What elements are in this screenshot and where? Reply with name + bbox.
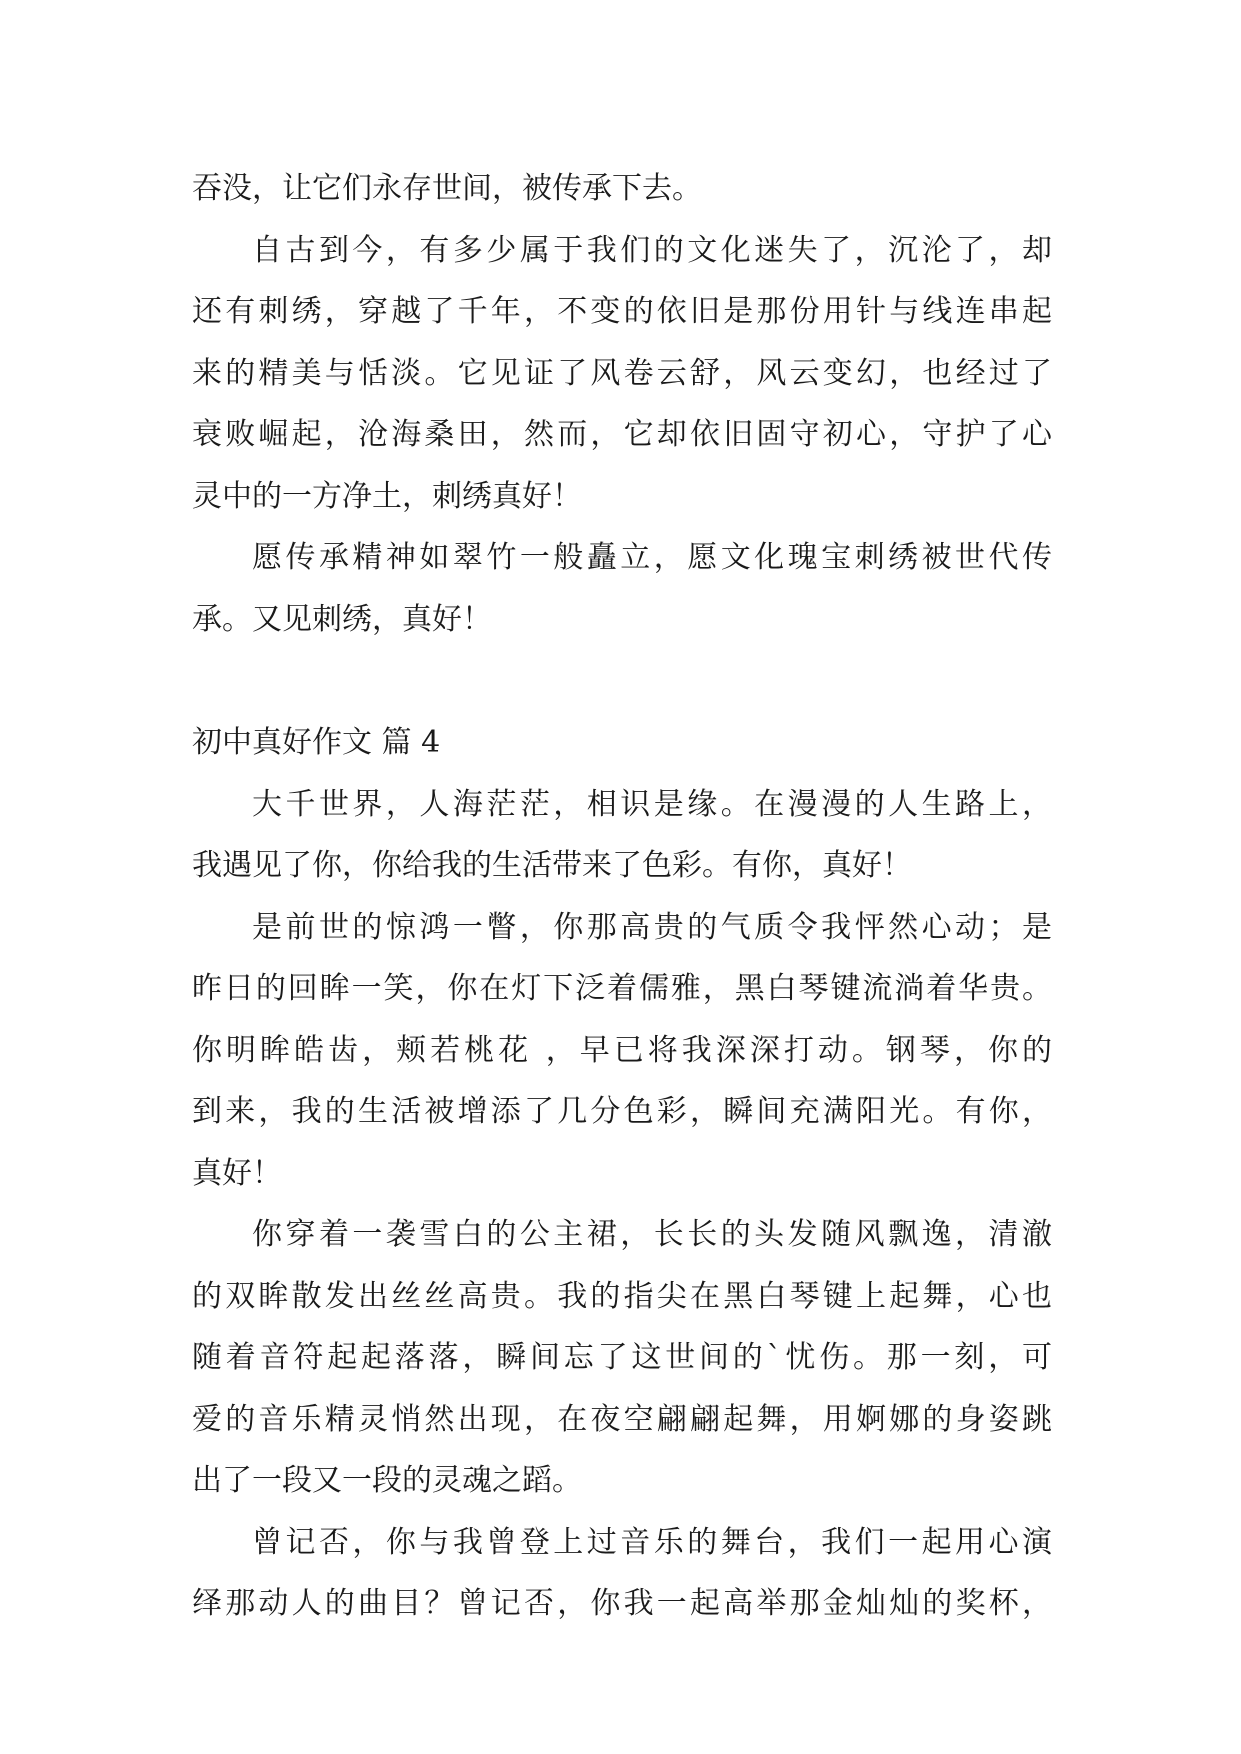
paragraph-line: 大千世界，人海茫茫，相识是缘。在漫漫的人生路上，: [252, 786, 1052, 822]
paragraph-line: 自古到今，有多少属于我们的文化迷失了，沉沦了，却: [252, 232, 1052, 268]
paragraph-line: 的双眸散发出丝丝高贵。我的指尖在黑白琴键上起舞，心也: [192, 1278, 1052, 1314]
paragraph-line: 愿传承精神如翠竹一般矗立，愿文化瑰宝刺绣被世代传: [252, 540, 1052, 575]
paragraph-line: 你穿着一袭雪白的公主裙，长长的头发随风飘逸，清澈: [252, 1217, 1052, 1252]
paragraph-line: 还有刺绣，穿越了千年，不变的依旧是那份用针与线连串起: [192, 294, 1052, 329]
paragraph-line: 承。又见刺绣，真好！: [192, 601, 492, 637]
paragraph-line: 绎那动人的曲目？曾记否，你我一起高举那金灿灿的奖杯，: [192, 1586, 1052, 1621]
paragraph-line: 灵中的一方净土，刺绣真好！: [192, 478, 582, 514]
paragraph-line: 吞没，让它们永存世间，被传承下去。: [192, 171, 702, 206]
paragraph-line: 衰败崛起，沧海桑田，然而，它却依旧固守初心，守护了心: [192, 417, 1052, 452]
paragraph-line: 我遇见了你，你给我的生活带来了色彩。有你，真好！: [192, 848, 912, 883]
paragraph-line: 真好！: [192, 1155, 282, 1191]
paragraph-line: 爱的音乐精灵悄然出现，在夜空翩翩起舞，用婀娜的身姿跳: [192, 1401, 1052, 1437]
paragraph-line: 曾记否，你与我曾登上过音乐的舞台，我们一起用心演: [252, 1524, 1052, 1560]
paragraph-line: 随着音符起起落落，瞬间忘了这世间的`忧伤。那一刻，可: [192, 1340, 1052, 1375]
paragraph-line: 你明眸皓齿，颊若桃花 ，早已将我深深打动。钢琴，你的: [192, 1032, 1052, 1068]
paragraph-line: 昨日的回眸一笑，你在灯下泛着儒雅，黑白琴键流淌着华贵。: [192, 971, 1052, 1006]
paragraph-line: 出了一段又一段的灵魂之蹈。: [192, 1463, 582, 1498]
section-spacer: [192, 650, 1052, 712]
paragraph-line: 是前世的惊鸿一瞥，你那高贵的气质令我怦然心动；是: [252, 909, 1052, 945]
document-body: [192, 158, 1052, 1635]
paragraph-line: 来的精美与恬淡。它见证了风卷云舒，风云变幻，也经过了: [192, 355, 1052, 391]
paragraph-line: 到来，我的生活被增添了几分色彩，瞬间充满阳光。有你，: [192, 1094, 1052, 1129]
section-heading: 初中真好作文 篇 4: [192, 725, 441, 760]
